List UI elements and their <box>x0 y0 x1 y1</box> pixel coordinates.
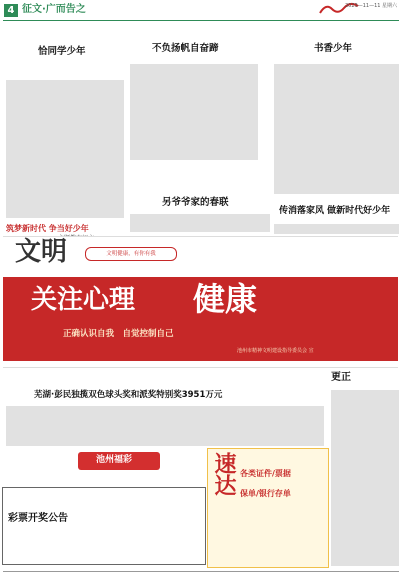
section-badge: 4 <box>4 4 18 17</box>
bottom-rule <box>3 571 399 572</box>
headline-1: 恰同学少年 <box>38 46 86 57</box>
advert-brand: 速达 <box>211 452 236 496</box>
body-text <box>6 80 124 218</box>
banner-character: 文明 <box>15 237 68 267</box>
lottery-label: 彩票开奖公告 <box>8 513 68 524</box>
advert-line-1: 各类证件/票据 <box>240 469 291 478</box>
body-text <box>274 224 399 234</box>
banner-headline-2: 健康 <box>193 280 258 318</box>
advert-line-2: 保单/银行存单 <box>240 489 291 498</box>
lottery-table <box>2 487 206 565</box>
body-text <box>274 64 399 194</box>
body-text <box>130 64 258 160</box>
erratum-title: 更正 <box>331 372 351 383</box>
headline-2: 不负扬帆自奋蹄 <box>152 43 219 54</box>
lottery-logo-text: 池州福彩 <box>96 455 133 465</box>
section-title: 征文·广而告之 <box>22 4 86 15</box>
date-line: 2023—11—11 星期六 <box>345 3 398 9</box>
banner-line-2: 正确认识自我 自觉控制自己 <box>63 329 174 339</box>
headline-4: 另爷爷家的春联 <box>162 197 229 208</box>
headline-3: 书香少年 <box>314 43 353 54</box>
public-service-banner <box>3 236 398 368</box>
promo-title: 筑梦新时代 争当好少年 <box>6 224 89 233</box>
body-text <box>130 214 270 232</box>
body-text <box>331 390 399 566</box>
headline-5: 传消落家风 做新时代好少年 <box>279 206 391 216</box>
top-rule <box>3 20 399 21</box>
banner-pill: 文明健康，有你有我 <box>85 247 177 261</box>
banner-org: 池州市精神文明建设指导委员会 宣 <box>237 348 314 354</box>
body-text <box>6 406 324 446</box>
banner-headline-1: 关注心理 <box>31 285 136 315</box>
headline-6: 芜湖·彭民独揽双色球头奖和派奖特别奖3951万元 <box>34 390 223 400</box>
